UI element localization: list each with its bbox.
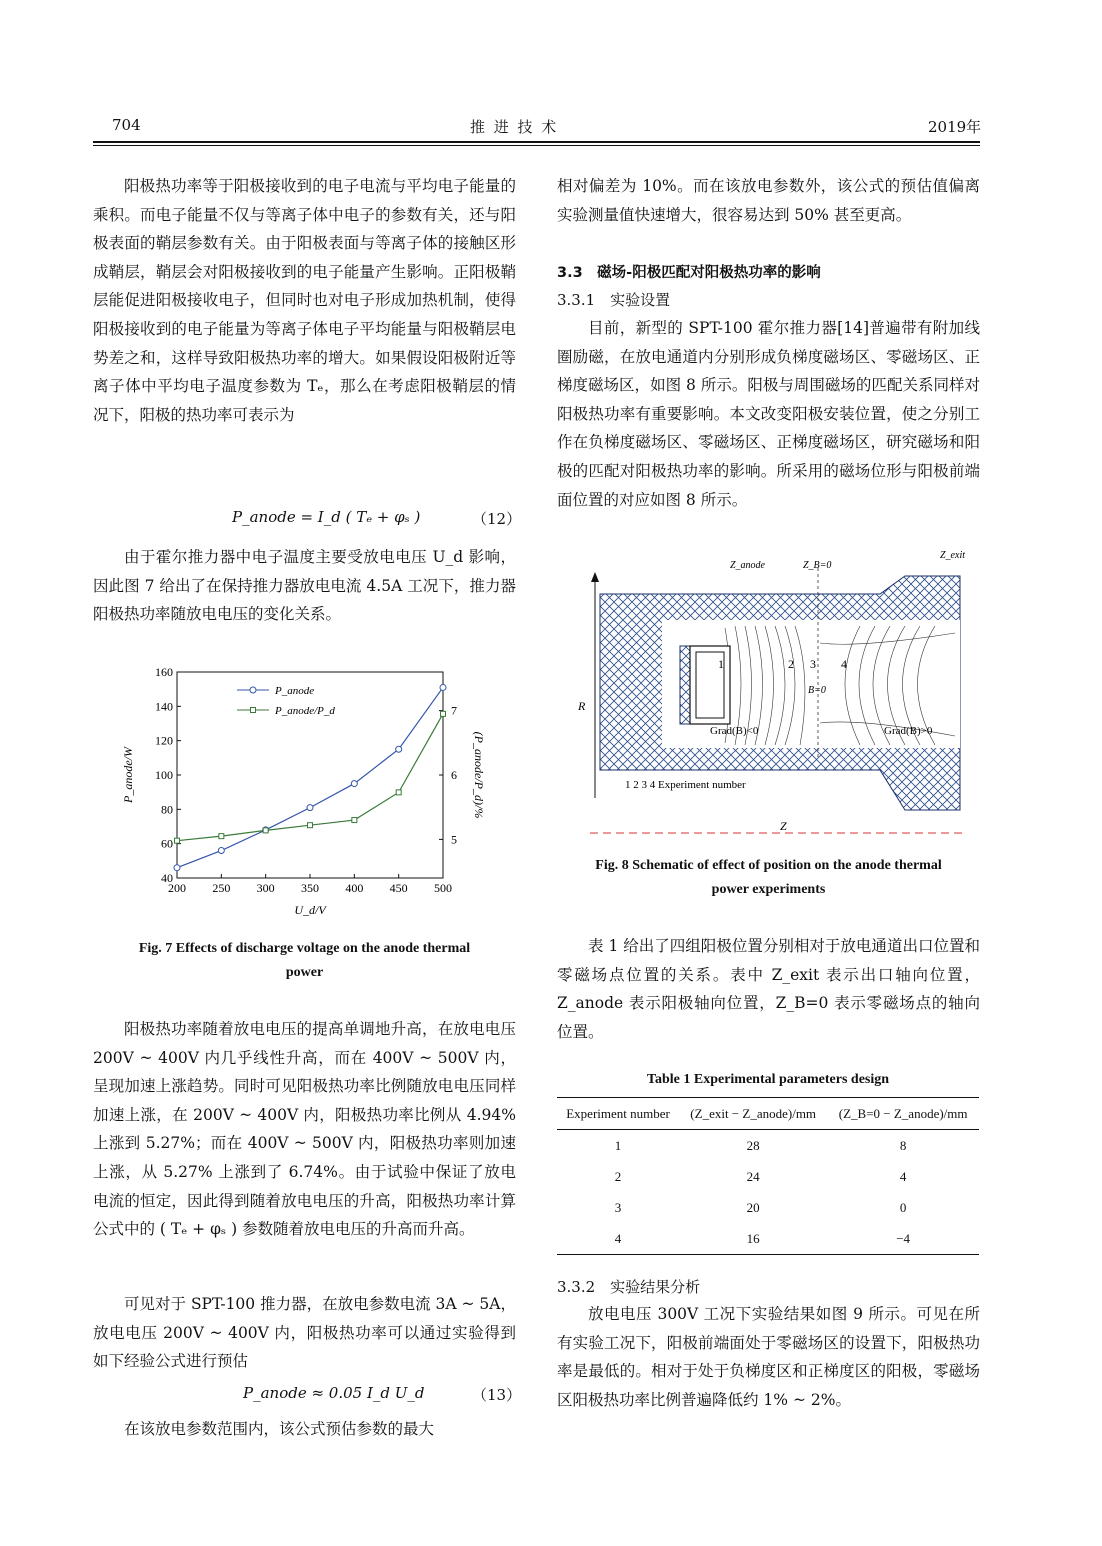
equation-13: P_anode ≈ 0.05 I_d U_d [243,1384,425,1402]
y-tick-label: 100 [155,768,173,782]
equation-12-number: （12） [472,510,522,528]
table-cell: 20 [746,1199,760,1215]
fig7-chart [110,660,490,925]
left-paragraph-4: 可见对于 SPT-100 推力器，在放电参数电流 3A ~ 5A，放电电压 200V ~ 400V 内，阳极热功率可以通过实验得到如下经验公式进行预估 [93,1295,516,1371]
left-paragraph-5: 在该放电参数范围内，该公式预估参数的最大 [124,1420,435,1438]
right-paragraph-4: 放电电压 300V 工况下实验结果如图 9 所示。可见在所有实验工况下，阳极前端面处于零磁场区的设置下，阳极热功率是最低的。相对于处于负梯度区和正梯度区的阳极，零磁场区阳极热功率比例普遍降低约 1% ~ 2%。 [557,1305,980,1409]
legend-label-1: P_anode/P_d [275,705,335,717]
label-grad-neg: Grad(B)<0 [710,725,759,737]
data-point [174,865,180,871]
equation-13-number: （13） [472,1386,522,1404]
label-n4: 4 [841,657,847,671]
data-point [441,711,446,716]
right-paragraph-2: 目前，新型的 SPT-100 霍尔推力器[14]普遍带有附加线圈励磁，在放电通道内分别形成负梯度磁场区、零磁场区、正梯度磁场区，如图 8 所示。阳极与周围磁场的匹配关系同样对阳极热功率有重要影响。本文改变阳极安装位置，使之分别工作在负梯度磁场区、零磁场区、正梯度磁场区，研究磁场和阳极的匹配对阳极热功率的影响。所采用的磁场位形与阳极前端面位置的对应如图 8 所示。 [557,319,980,509]
table-header-cell: (Z_exit − Z_anode)/mm [690,1105,817,1121]
x-axis-label: U_d/V [294,903,326,917]
label-n2: 2 [788,657,794,671]
left-paragraph-3: 阳极热功率随着放电电压的提高单调地升高，在放电电压 200V ~ 400V 内几乎线性升高，而在 400V ~ 500V 内，呈现加速上涨趋势。同时可见阳极热功率比例随放电电压同样加速上涨，在 200V ~ 400V 内，阳极热功率比例从 4.94% 上涨到 5.27%；而在 400V ~ 500V 内，阳极热功率则加速上涨，从 5.27% 上涨到了 6.74%。由于试验中保证了放电电流的恒定，因此得到随着放电电压的升高，阳极热功率计算公式中的 ( Tₑ + φₛ ) 参数随着放电电压的升高而升高。 [93,1020,516,1239]
x-tick-label: 450 [389,881,408,895]
label-z-anode: Z_anode [730,560,765,571]
left-paragraph-2: 由于霍尔推力器中电子温度主要受放电电压 U_d 影响，因此图 7 给出了在保持推力器放电电流 4.5A 工况下，推力器阳极热功率随放电电压的变化关系。 [93,548,516,624]
data-point [396,790,401,795]
table-cell: 4 [899,1168,907,1184]
y-tick-label: 80 [161,802,173,817]
equation-12: P_anode = I_d ( Tₑ + φₛ ) [232,508,421,526]
right-paragraph-3: 表 1 给出了四组阳极位置分别相对于放电通道出口位置和零磁场点位置的关系。表中 Z_exit 表示出口轴向位置，Z_anode 表示阳极轴向位置，Z_B=0 表示零磁场点的轴向位置。 [557,937,980,1041]
data-point [263,828,268,833]
data-point [308,823,313,828]
label-r: R [578,699,586,713]
data-point [440,684,446,690]
data-point [175,838,180,843]
x-tick-label: 200 [168,881,186,895]
table-cell: 1 [614,1137,622,1153]
right-paragraph-1: 相对偏差为 10%。而在该放电参数外，该公式的预估值偏离实验测量值快速增大，很容易达到 50% 甚至更高。 [557,177,980,224]
table-cell: −4 [896,1230,911,1246]
table-cell: 8 [899,1137,907,1153]
table-cell: 0 [899,1199,907,1215]
fig8-caption [557,854,980,902]
legend-label-0: P_anode [275,685,315,697]
fig8-caption-line-1: Fig. 8 Schematic of effect of position on the anode thermal [595,858,942,873]
y-tick-label: 140 [155,699,173,714]
series-line-1 [177,714,443,841]
label-n1: 1 [718,657,724,671]
table-header-cell: (Z_B=0 − Z_anode)/mm [838,1105,968,1121]
y2-tick-label: 5 [451,832,457,847]
table-cell: 16 [746,1230,760,1246]
table-row [557,1223,979,1255]
fig7-caption-line-1: Fig. 7 Effects of discharge voltage on the anode thermal [138,941,471,956]
table-header-cell: Experiment number [566,1105,670,1121]
table-row [557,1192,979,1223]
table1-caption: Table 1 Experimental parameters design [646,1072,890,1087]
x-tick-label: 350 [301,881,319,895]
table-cell: 28 [746,1137,760,1153]
x-tick-label: 400 [345,881,364,895]
label-z: Z [780,819,787,833]
x-tick-label: 300 [256,881,275,895]
table-cell: 2 [614,1168,622,1184]
legend-marker [250,687,256,693]
table-row [557,1130,979,1162]
r-arrowhead [591,572,599,582]
table-row [557,1161,979,1192]
data-point [352,818,357,823]
label-grad-pos: Grad(B)>0 [884,725,933,737]
y2-tick-label: 7 [451,703,457,718]
data-point [396,746,402,752]
header-rule-thin [93,145,980,146]
fig7-caption-line-2: power [285,965,324,980]
section-3-3-heading: 3.3 磁场-阳极匹配对阳极热功率的影响 [557,265,821,281]
plot-frame [177,672,443,878]
y-tick-label: 160 [155,665,173,679]
legend-marker [251,708,256,713]
header-rule-thick [93,141,980,143]
anode [690,646,730,724]
table-header-row [557,1098,979,1130]
year: 2019年 [928,118,982,136]
data-point [218,848,224,854]
data-point [307,805,313,811]
y2-tick-label: 6 [451,768,457,782]
data-point [219,834,224,839]
journal-title: 推 进 技 术 [470,118,559,136]
y-tick-label: 120 [155,733,173,748]
y-tick-label: 40 [161,871,173,885]
page-number: 704 [112,116,141,134]
section-3-3-1-heading: 3.3.1 实验设置 [557,291,671,309]
table1 [557,1097,979,1255]
label-z-b0: Z_B=0 [803,560,832,571]
fig7-caption [93,937,516,985]
section-3-3-2-heading: 3.3.2 实验结果分析 [557,1278,701,1296]
label-z-exit: Z_exit [940,550,965,561]
label-legend: 1 2 3 4 Experiment number [625,779,746,791]
table-cell: 4 [614,1230,622,1246]
y2-axis-label: (P_anode/P_d)/% [472,731,486,819]
magnetic-core-hatched [600,576,960,810]
y-axis-label: P_anode/W [121,747,135,803]
table-cell: 24 [746,1168,760,1184]
x-tick-label: 250 [212,881,231,895]
label-n3: 3 [810,657,816,671]
label-b0: B=0 [808,685,826,696]
fig8-schematic [560,548,980,848]
x-tick-label: 500 [434,881,452,895]
fig8-caption-line-2: power experiments [711,882,826,897]
left-paragraph-1: 阳极热功率等于阳极接收到的电子电流与平均电子能量的乘积。而电子能量不仅与等离子体中电子的参数有关，还与阳极表面的鞘层参数有关。由于阳极表面与等离子体的接触区形成鞘层，鞘层会对阳极接收到的电子能量产生影响。正阳极鞘层能促进阳极接收电子，但同时也对电子形成加热机制，使得阳极接收到的电子能量为等离子体电子平均能量与阳极鞘层电势差之和，这样导致阳极热功率的增大。如果假设阳极附近等离子体中平均电子温度参数为 Tₑ，那么在考虑阳极鞘层的情况下，阳极的热功率可表示为 [93,177,516,424]
table-cell: 3 [614,1199,622,1215]
y-tick-label: 60 [161,836,173,851]
data-point [351,781,357,787]
